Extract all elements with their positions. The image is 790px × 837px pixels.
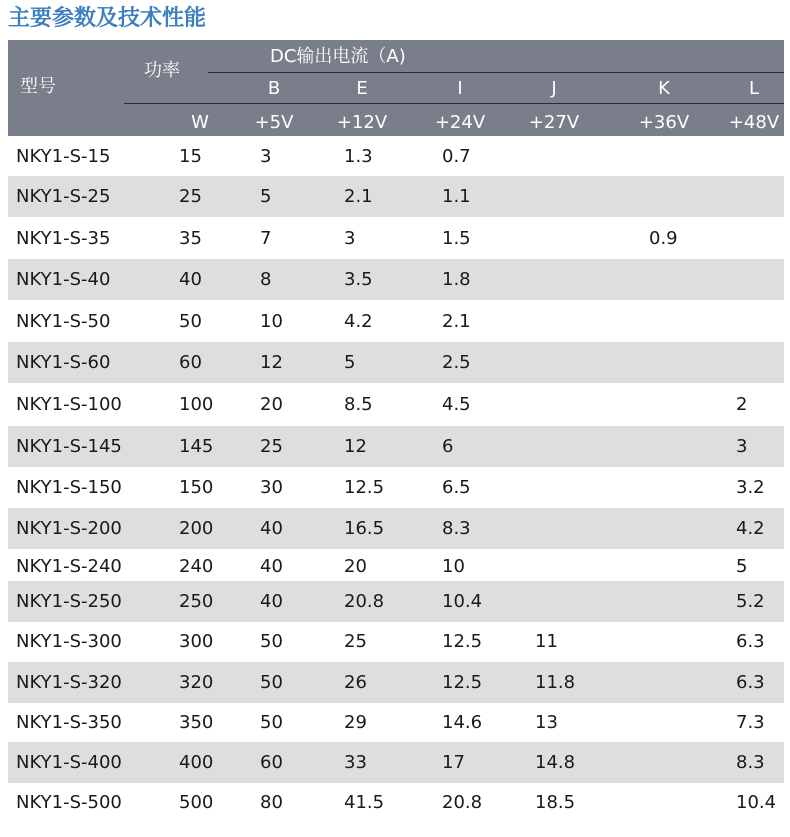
cell-e: 25 [344,631,367,652]
header-channel-j: J [551,78,557,99]
cell-model: NKY1-S-145 [16,436,122,457]
cell-b: 5 [260,186,272,207]
header-voltage-k: +36V [638,112,690,133]
cell-power: 200 [179,518,214,539]
cell-e: 12 [344,436,367,457]
cell-b: 20 [260,394,283,415]
cell-e: 12.5 [344,477,385,498]
cell-k: 0.9 [649,228,678,249]
cell-power: 25 [179,186,202,207]
cell-model: NKY1-S-400 [16,752,122,773]
cell-i: 4.5 [442,394,471,415]
cell-b: 30 [260,477,283,498]
cell-i: 1.1 [442,186,471,207]
cell-j: 11 [535,631,558,652]
table-row [8,702,784,743]
cell-power: 60 [179,352,202,373]
cell-j: 11.8 [535,672,576,693]
cell-b: 50 [260,712,283,733]
cell-model: NKY1-S-50 [16,311,111,332]
table-row [8,136,784,177]
header-voltage-e: +12V [336,112,388,133]
header-model: 型号 [20,76,56,97]
header-channel-l: L [748,78,760,99]
cell-j: 14.8 [535,752,576,773]
cell-power: 400 [179,752,214,773]
cell-l: 6.3 [736,672,765,693]
table-row [8,259,784,300]
header-channel-e: E [356,78,368,99]
cell-b: 50 [260,631,283,652]
cell-power: 50 [179,311,202,332]
cell-b: 60 [260,752,283,773]
cell-e: 2.1 [344,186,373,207]
page-title: 主要参数及技术性能 [8,6,207,31]
cell-model: NKY1-S-350 [16,712,122,733]
header-channel-b: B [267,78,281,99]
header-power: 功率 [144,60,180,81]
cell-power: 145 [179,436,214,457]
cell-e: 20 [344,556,367,577]
cell-l: 8.3 [736,752,765,773]
cell-e: 1.3 [344,146,373,167]
cell-e: 29 [344,712,367,733]
cell-e: 33 [344,752,367,773]
cell-model: NKY1-S-200 [16,518,122,539]
table-row [8,782,784,823]
cell-b: 7 [260,228,272,249]
table-row [8,508,784,549]
cell-e: 4.2 [344,311,373,332]
cell-b: 40 [260,591,283,612]
cell-i: 20.8 [442,792,483,813]
cell-b: 3 [260,146,272,167]
table-row [8,426,784,467]
table-row [8,742,784,783]
header-power-unit: W [191,112,209,133]
cell-power: 240 [179,556,214,577]
table-row [8,384,784,425]
table-row [8,662,784,703]
cell-e: 5 [344,352,356,373]
cell-b: 25 [260,436,283,457]
cell-b: 80 [260,792,283,813]
cell-power: 250 [179,591,214,612]
table-row [8,467,784,508]
cell-power: 150 [179,477,214,498]
cell-i: 6.5 [442,477,471,498]
table-row [8,301,784,342]
table-row [8,621,784,662]
cell-model: NKY1-S-35 [16,228,111,249]
cell-e: 3 [344,228,356,249]
cell-l: 4.2 [736,518,765,539]
cell-i: 8.3 [442,518,471,539]
cell-model: NKY1-S-60 [16,352,111,373]
cell-i: 14.6 [442,712,483,733]
cell-power: 300 [179,631,214,652]
cell-i: 12.5 [442,672,483,693]
cell-power: 35 [179,228,202,249]
table-header [8,40,784,136]
cell-i: 1.5 [442,228,471,249]
cell-b: 8 [260,269,272,290]
header-voltage-i: +24V [434,112,486,133]
table-row [8,176,784,217]
header-voltage-l: +48V [728,112,780,133]
cell-power: 350 [179,712,214,733]
cell-l: 3.2 [736,477,765,498]
table-row [8,218,784,259]
cell-power: 15 [179,146,202,167]
cell-i: 10 [442,556,465,577]
cell-power: 500 [179,792,214,813]
header-voltage-j: +27V [528,112,580,133]
cell-i: 2.5 [442,352,471,373]
cell-b: 10 [260,311,283,332]
cell-i: 10.4 [442,591,483,612]
cell-e: 8.5 [344,394,373,415]
cell-e: 26 [344,672,367,693]
cell-e: 41.5 [344,792,385,813]
cell-model: NKY1-S-300 [16,631,122,652]
cell-model: NKY1-S-15 [16,146,111,167]
table-row [8,342,784,383]
cell-model: NKY1-S-250 [16,591,122,612]
cell-model: NKY1-S-500 [16,792,122,813]
cell-model: NKY1-S-25 [16,186,111,207]
cell-model: NKY1-S-150 [16,477,122,498]
cell-power: 100 [179,394,214,415]
cell-j: 13 [535,712,558,733]
cell-l: 7.3 [736,712,765,733]
cell-j: 18.5 [535,792,576,813]
cell-i: 2.1 [442,311,471,332]
cell-b: 50 [260,672,283,693]
cell-power: 40 [179,269,202,290]
cell-b: 40 [260,518,283,539]
cell-l: 5.2 [736,591,765,612]
cell-power: 320 [179,672,214,693]
cell-l: 6.3 [736,631,765,652]
cell-l: 5 [736,556,748,577]
header-divider-lower [124,103,784,104]
cell-e: 16.5 [344,518,385,539]
cell-i: 6 [442,436,454,457]
header-output-current: DC输出电流（A) [270,46,406,67]
header-divider-upper [208,72,784,73]
cell-model: NKY1-S-320 [16,672,122,693]
header-channel-i: I [457,78,463,99]
cell-l: 10.4 [736,792,777,813]
cell-e: 20.8 [344,591,385,612]
cell-i: 12.5 [442,631,483,652]
cell-l: 3 [736,436,748,457]
cell-i: 0.7 [442,146,471,167]
header-channel-k: K [658,78,670,99]
cell-i: 17 [442,752,465,773]
cell-model: NKY1-S-240 [16,556,122,577]
cell-b: 40 [260,556,283,577]
header-voltage-b: +5V [254,112,294,133]
cell-model: NKY1-S-100 [16,394,122,415]
cell-e: 3.5 [344,269,373,290]
cell-b: 12 [260,352,283,373]
cell-i: 1.8 [442,269,471,290]
cell-l: 2 [736,394,748,415]
table-row [8,581,784,622]
cell-model: NKY1-S-40 [16,269,111,290]
